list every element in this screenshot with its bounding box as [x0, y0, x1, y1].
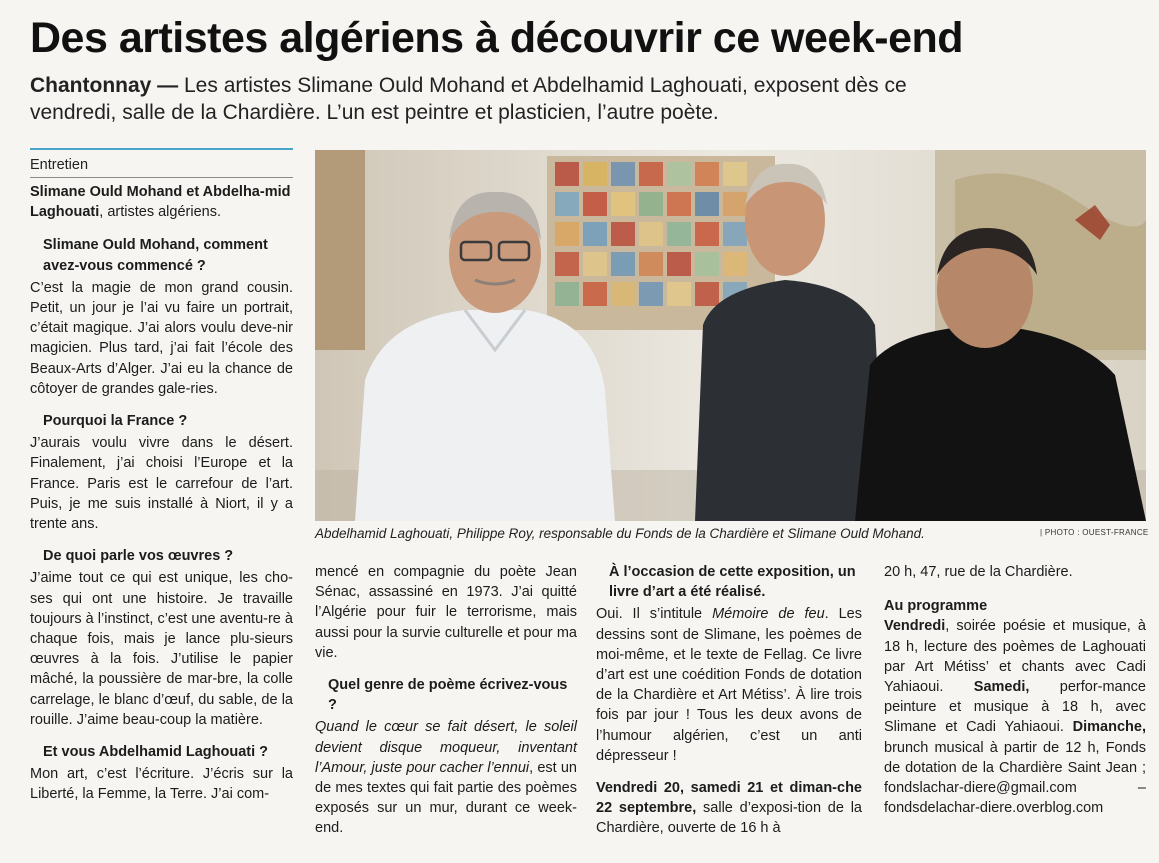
photo-caption: Abdelhamid Laghouati, Philippe Roy, responsable du Fonds de la Chardière et Slimane Ould Mohand. — [315, 526, 925, 541]
answer-4-continued: mencé en compagnie du poète Jean Sénac, assassiné en 1973. J’ai quitté l’Algérie pour fuir le terrorisme, mais aussi pour la survie culturelle et pour ma vie. — [315, 564, 577, 661]
question-3: De quoi parle vos œuvres ? — [43, 548, 234, 565]
event-info — [596, 778, 862, 839]
answer-1: C’est la magie de mon grand cousin. Petit, un jour je l’ai vu faire un portrait, c’était magique. J’ai alors voulu deve-nir magicien. Plus tard, j’ai fait l’école des Beaux-Arts d’Alger. J’ai eu la chance de côtoyer de grandes gale-ries. — [30, 279, 293, 397]
intro-names: Slimane Ould Mohand et Abdelha-mid Laghouati — [30, 184, 291, 221]
answer-4: Mon art, c’est l’écriture. J’écris sur la Liberté, la Femme, la Terre. J’ai com- — [30, 766, 293, 803]
answer-3: J’aime tout ce qui est unique, les cho-ses qui ont une histoire. Je travaille toujours à l’instinct, c’est une aventu-re à chaque fois, mais je lance plu-sieurs œuvres à la fois. J’utilise le papier mâché, la poussière de mar-bre, la colle carrelage, le blanc d’œuf, du sable, de la rouille. J’aime beau-coup la matière. — [30, 570, 293, 728]
column-4 — [884, 562, 1146, 818]
column-1 — [30, 182, 293, 805]
chapeau-place: Chantonnay — — [30, 74, 179, 97]
question-6: À l’occasion de cette exposition, un livre d’art a été réalisé. — [609, 564, 856, 601]
question-1: Slimane Ould Mohand, comment avez-vous commencé ? — [43, 237, 268, 274]
intro-rest: , artistes algériens. — [99, 204, 221, 221]
answer-6-pre: Oui. Il s’intitule — [596, 606, 713, 623]
question-2: Pourquoi la France ? — [43, 413, 188, 430]
rubric-accent-rule — [30, 148, 293, 150]
answer-2: J’aurais voulu vivre dans le désert. Finalement, j’ai choisi l’Europe et la France. Paris est le carrefour de l’art. Puis, je me suis installé à Niort, il y a trente ans. — [30, 435, 293, 533]
program-text-1: , soirée poésie et musique, à 18 h, lecture des poèmes de Laghouati par Art Métiss’ et chants avec Cadi Yahiaoui. — [884, 618, 1146, 696]
program-text-2: perfor-mance peinture et musique à 18 h, avec Slimane et Cadi Yahiaoui. — [884, 679, 1146, 736]
intro — [30, 182, 293, 222]
program-text — [884, 616, 1146, 818]
question-4: Et vous Abdelhamid Laghouati ? — [43, 744, 269, 761]
event-hours: 20 h, 47, rue de la Chardière. — [884, 564, 1073, 580]
answer-6 — [596, 604, 862, 766]
rubric-label: Entretien — [30, 155, 293, 178]
column-2 — [315, 562, 577, 839]
event-dates: Vendredi 20, samedi 21 et diman-che 22 septembre, — [596, 780, 862, 817]
column-3 — [596, 562, 862, 839]
photo-illustration — [315, 150, 1146, 521]
chapeau-text: Les artistes Slimane Ould Mohand et Abdelhamid Laghouati, exposent dès ce vendredi, salle de la Chardière. L’un est peintre et plasticien, l’autre poète. — [30, 74, 907, 124]
book-title: Mémoire de feu — [712, 606, 825, 623]
program-day-3: Dimanche, — [1072, 719, 1146, 736]
photo-credit: | PHOTO : OUEST-FRANCE — [1040, 528, 1149, 537]
program-day-2: Samedi, — [973, 679, 1030, 696]
chapeau — [30, 72, 930, 126]
program-title: Au programme — [884, 598, 988, 615]
program-day-1: Vendredi — [884, 618, 946, 635]
question-5: Quel genre de poème écrivez-vous ? — [328, 677, 568, 714]
photo — [315, 150, 1146, 521]
headline: Des artistes algériens à découvrir ce week-end — [30, 14, 964, 62]
answer-5 — [315, 717, 577, 838]
poem-quote: Quand le cœur se fait désert, le soleil devient disque moqueur, inventant l’Amour, juste pour cacher l’ennui — [315, 719, 577, 776]
answer-5-rest: , est un de mes textes qui fait partie des poèmes exposés sur un mur, durant ce week-end. — [315, 759, 577, 837]
answer-6-post: . Les dessins sont de Slimane, les poèmes de moi-même, et le texte de Fellag. Ce livre d’art est une coédition Fonds de dotation de la Chardière et Art Métiss’. À lire trois fois par jour ! Tous les deux avons de l’humour algérien, c’est un anti dépresseur ! — [596, 606, 862, 764]
event-venue: salle d’exposi-tion de la Chardière, ouverte de 16 h à — [596, 800, 862, 837]
program-text-3: brunch musical à partir de 12 h, Fonds de dotation de la Chardière Saint Jean ; fondslachar-diere@gmail.com – fondsdelachar-diere.overblog.com — [884, 739, 1146, 817]
